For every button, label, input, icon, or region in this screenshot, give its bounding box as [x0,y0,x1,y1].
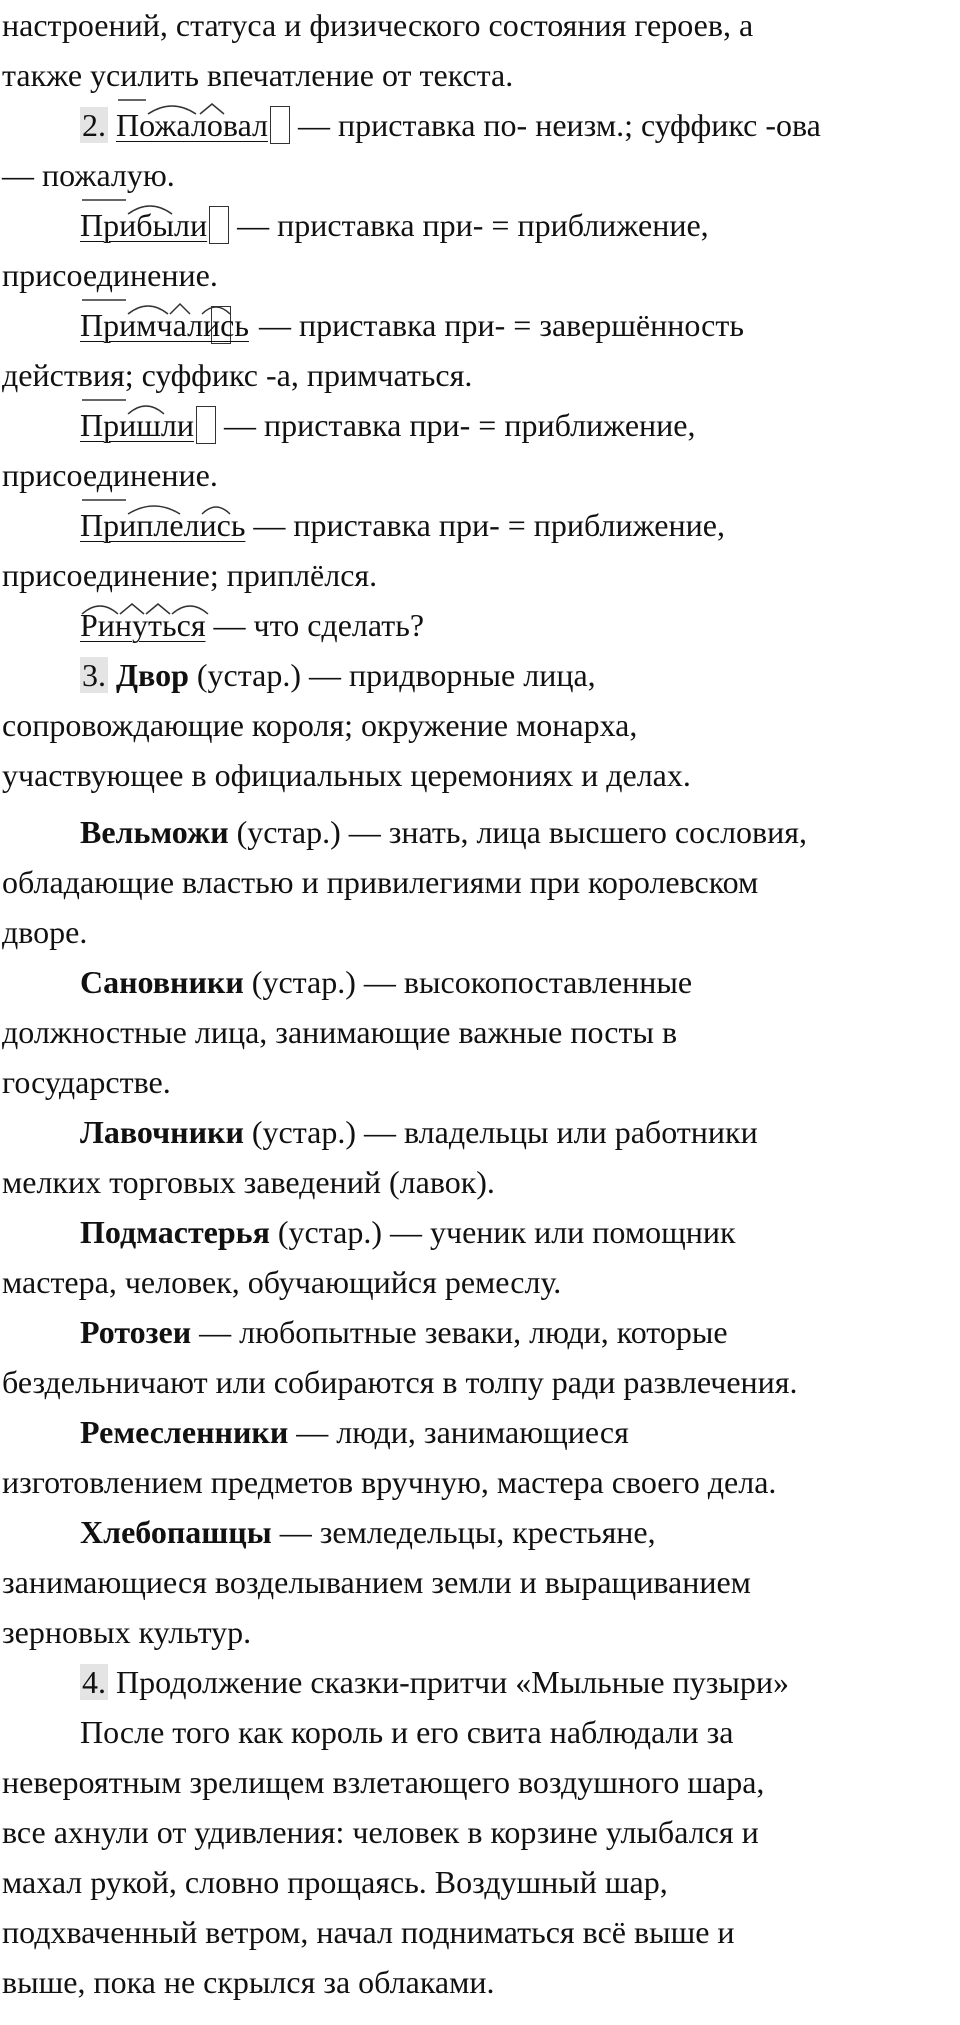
text-line: занимающиеся возделыванием земли и выращиванием [2,1564,751,1600]
morpheme-word: Пожаловал [116,100,268,150]
ending-box [196,406,216,444]
ending-box [209,206,229,244]
story-line: подхваченный ветром, начал подниматься всё выше и [2,1914,735,1950]
term: Сановники [80,964,244,1000]
text-line: мастера, человек, обучающийся ремеслу. [2,1264,562,1300]
text-line: также усилить впечатление от текста. [2,57,514,93]
text-line: присоединение; приплёлся. [2,557,378,593]
term: Двор [116,657,189,693]
story-line: махал рукой, словно прощаясь. Воздушный шар, [2,1864,668,1900]
term-lavochniki [2,1107,930,1157]
story-line: невероятным зрелищем взлетающего воздушного шара, [2,1764,765,1800]
term: Ротозеи [80,1314,192,1350]
definition: — любопытные зеваки, люди, которые [191,1314,728,1350]
morpheme-marks [80,398,190,418]
text-line: участвующее в официальных церемониях и делах. [2,757,691,793]
definition: (устар.) — высокопоставленные [243,964,693,1000]
term: Подмастерья [80,1214,270,1250]
term: Ремесленники [80,1414,289,1450]
text-line: присоединение. [2,457,218,493]
text-line: сопровождающие короля; окружение монарха, [2,707,638,743]
text-line: мелких торговых заведений (лавок). [2,1164,495,1200]
item-priplelis [2,500,930,550]
morpheme-marks [80,598,230,618]
item-3-dvor [2,650,930,700]
term-sanovniki [2,957,930,1007]
ending-box [270,106,290,144]
text-line: настроений, статуса и физического состояния героев, а [2,7,754,43]
morpheme-word: Приплелись [80,500,245,550]
morpheme-word: Пришли [80,400,194,450]
term: Вельможи [80,814,229,850]
definition: (устар.) — знать, лица высшего сословия, [228,814,807,850]
term-remeslenniki [2,1407,930,1457]
item-primchalis [2,300,930,350]
text-line: действия; суффикс -а, примчаться. [2,357,473,393]
text-line: должностные лица, занимающие важные посты в [2,1014,678,1050]
item-rinutsya [2,600,930,650]
item-number: 3. [82,657,106,693]
text-line: зерновых культур. [2,1614,252,1650]
morpheme-marks [80,198,200,218]
item-number: 4. [82,1664,106,1700]
definition: (устар.) — придворные лица, [188,657,596,693]
text-line: дворе. [2,914,88,950]
text-line: присоединение. [2,257,218,293]
text-line: бездельничают или собираются в толпу ради развлечения. [2,1364,798,1400]
story-line: все ахнули от удивления: человек в корзине улыбался и [2,1814,759,1850]
item-prishli [2,400,930,450]
text-line: государстве. [2,1064,171,1100]
definition: — земледельцы, крестьяне, [271,1514,656,1550]
text-line: обладающие властью и привилегиями при королевском [2,864,759,900]
definition: — люди, занимающиеся [288,1414,629,1450]
morpheme-marks [116,98,256,118]
definition: — что сделать? [205,607,425,643]
item-pribyli [2,200,930,250]
morpheme-marks [80,298,240,318]
item-4-heading [2,1657,930,1707]
heading-text: Продолжение сказки-притчи «Мыльные пузыри» [108,1664,789,1700]
morpheme-word: Ринуться [80,600,206,650]
definition: (устар.) — владельцы или работники [243,1114,758,1150]
definition: — приставка при- = приближение, [229,207,709,243]
definition: — приставка при- = приближение, [245,507,725,543]
term: Лавочники [80,1114,244,1150]
text-line: изготовлением предметов вручную, мастера своего дела. [2,1464,777,1500]
text-line: — пожалую. [2,157,175,193]
definition: (устар.) — ученик или помощник [269,1214,736,1250]
term: Хлебопашцы [80,1514,272,1550]
story-line: выше, пока не скрылся за облаками. [2,1964,495,2000]
definition: — приставка при- = приближение, [215,407,696,443]
term-hlebopashtsy [2,1507,930,1557]
item-2-pozhaloval [2,100,930,150]
morpheme-word: Примчались [80,300,249,350]
term-podmasterya [2,1207,930,1257]
term-rotozei [2,1307,930,1357]
term-velmozhi [2,807,930,857]
definition: — приставка по- неизм.; суффикс -ова [290,107,821,143]
story-line: После того как король и его свита наблюдали за [80,1714,734,1750]
morpheme-word: Прибыли [80,200,207,250]
item-number: 2. [82,107,106,143]
definition: — приставка при- = завершённость [250,307,744,343]
morpheme-marks [80,498,240,518]
